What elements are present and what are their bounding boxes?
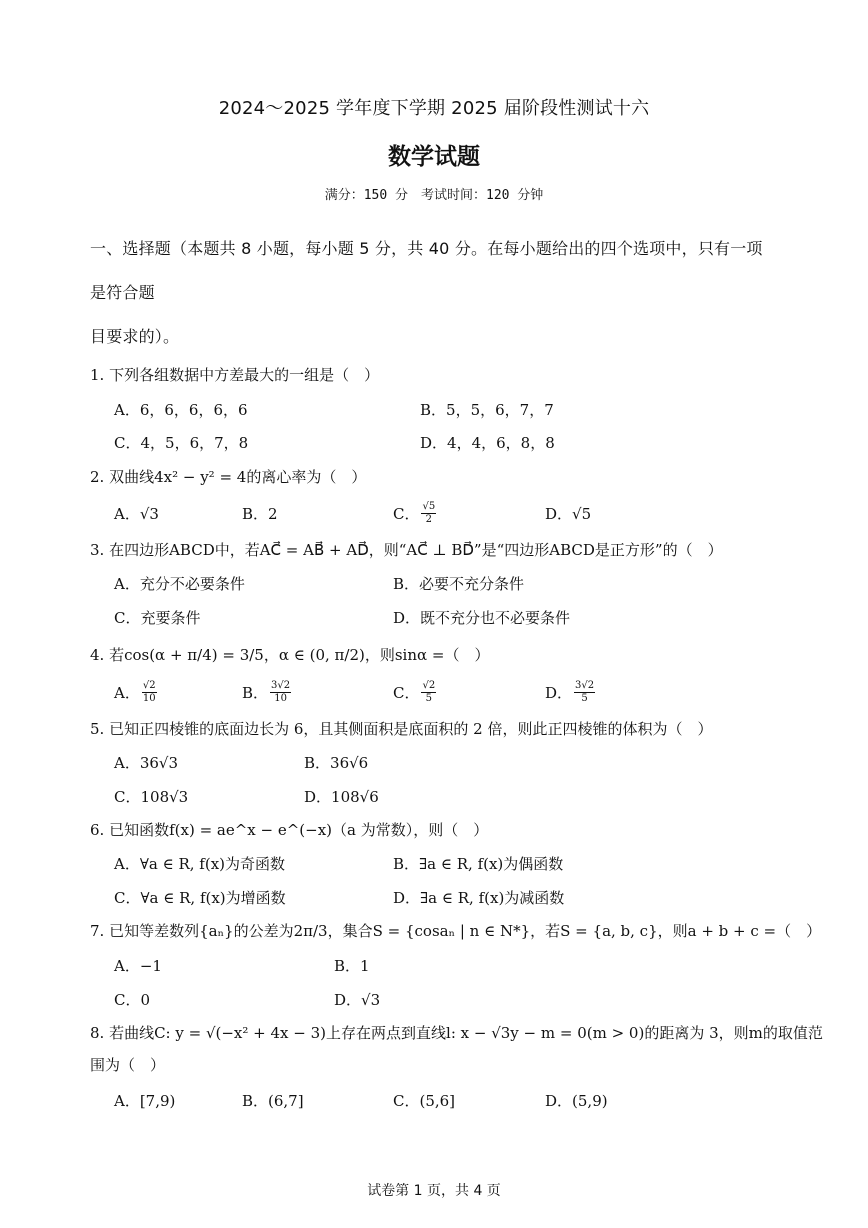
fraction-numerator: √2 bbox=[142, 679, 156, 691]
question-8-stem-line2: 围为（ ） bbox=[90, 1056, 166, 1074]
question-8-option-c[interactable]: C．(5,6] bbox=[393, 1092, 456, 1110]
question-6-option-a[interactable]: A．∀a ∈ R, f(x)为奇函数 bbox=[114, 854, 286, 873]
question-7 bbox=[90, 922, 822, 1009]
question-2-option-a[interactable]: A．√3 bbox=[114, 504, 159, 523]
question-6-stem: 6. 已知函数f(x) = ae^x − e^(−x)（a 为常数），则（ ） bbox=[90, 820, 489, 839]
question-8-option-a[interactable]: A．[7,9) bbox=[114, 1092, 176, 1110]
question-1-option-a[interactable]: A．6，6，6，6，6 bbox=[114, 401, 248, 419]
fraction-numerator: √5 bbox=[422, 500, 436, 512]
section-heading-line2: 目要求的）。 bbox=[90, 327, 180, 346]
question-4-option-a[interactable] bbox=[114, 681, 242, 704]
fraction bbox=[421, 502, 436, 525]
question-3-option-b[interactable]: B．必要不充分条件 bbox=[393, 575, 525, 593]
question-5-option-d[interactable]: D．108√6 bbox=[304, 788, 379, 806]
question-1-option-c[interactable]: C．4，5，6，7，8 bbox=[114, 434, 249, 452]
question-7-option-d[interactable]: D．√3 bbox=[334, 991, 381, 1009]
fraction bbox=[142, 681, 157, 704]
question-1-options bbox=[114, 401, 778, 452]
question-4-option-d[interactable] bbox=[545, 681, 597, 704]
question-5-option-a[interactable]: A．36√3 bbox=[114, 754, 179, 772]
fraction-numerator: 3√2 bbox=[271, 679, 291, 691]
question-5-option-b[interactable]: B．36√6 bbox=[304, 754, 369, 772]
question-8-stem-line1: 8. 若曲线C: y = √(−x² + 4x − 3)上存在两点到直线l: x − √3y − m = 0(m > 0)的距离为 3，则m的取值范 bbox=[90, 1023, 823, 1042]
question-6-option-c[interactable]: C．∀a ∈ R, f(x)为增函数 bbox=[114, 888, 286, 907]
question-7-option-a[interactable]: A．−1 bbox=[114, 957, 162, 975]
question-6-options bbox=[114, 854, 778, 906]
subject-title: 数学试题 bbox=[388, 144, 480, 170]
question-3-option-a[interactable]: A．充分不必要条件 bbox=[114, 575, 245, 593]
page-footer: 试卷第 1 页，共 4 页 bbox=[367, 1183, 501, 1199]
fraction bbox=[421, 681, 436, 704]
question-2-option-c[interactable] bbox=[393, 502, 545, 525]
question-2 bbox=[90, 469, 778, 527]
question-3-stem: 3. 在四边形ABCD中，若AC⃗ = AB⃗ + AD⃗，则“AC⃗ ⊥ BD⃗”是“四边形ABCD是正方形”的（ ） bbox=[90, 541, 723, 559]
question-1 bbox=[90, 367, 778, 452]
question-4-options bbox=[114, 678, 778, 706]
fraction-denominator: 5 bbox=[425, 692, 433, 704]
section-heading-line1: 一、选择题（本题共 8 小题，每小题 5 分，共 40 分。在每小题给出的四个选项中，只有一项是符合题 bbox=[90, 239, 763, 302]
fraction-numerator: 3√2 bbox=[575, 679, 595, 691]
question-2-option-c-label: C． bbox=[393, 504, 420, 523]
fraction bbox=[270, 681, 291, 704]
question-3 bbox=[90, 542, 778, 627]
question-2-option-b[interactable]: B．2 bbox=[242, 504, 278, 523]
question-4-option-c-label: C． bbox=[393, 683, 420, 702]
question-3-options bbox=[114, 575, 778, 627]
question-5-stem: 5. 已知正四棱锥的底面边长为 6，且其侧面积是底面积的 2 倍，则此正四棱锥的体积为（ ） bbox=[90, 720, 713, 738]
question-4-option-d-label: D． bbox=[545, 683, 573, 702]
question-2-option-d[interactable]: D．√5 bbox=[545, 504, 592, 523]
question-4-option-a-label: A． bbox=[114, 683, 140, 702]
exam-title: 2024～2025 学年度下学期 2025 届阶段性测试十六 bbox=[218, 98, 650, 119]
question-7-stem: 7. 已知等差数列{aₙ}的公差为2π/3，集合S = {cosaₙ | n ∈ N*}，若S = {a, b, c}，则a + b + c =（ ） bbox=[90, 922, 822, 940]
fraction-denominator: 10 bbox=[274, 692, 287, 704]
question-4-option-b-label: B． bbox=[242, 683, 269, 702]
question-8 bbox=[90, 1023, 823, 1110]
question-4-option-c[interactable] bbox=[393, 681, 545, 704]
fraction bbox=[574, 681, 595, 704]
question-5-option-c[interactable]: C．108√3 bbox=[114, 788, 189, 806]
question-8-option-b[interactable]: B．(6,7] bbox=[242, 1092, 304, 1110]
question-7-option-b[interactable]: B．1 bbox=[334, 957, 370, 975]
question-5 bbox=[90, 721, 778, 806]
question-1-option-b[interactable]: B．5，5，6，7，7 bbox=[420, 401, 554, 419]
fraction-denominator: 2 bbox=[425, 513, 433, 525]
question-1-option-d[interactable]: D．4，4，6，8，8 bbox=[420, 434, 555, 452]
question-4 bbox=[90, 647, 778, 707]
question-3-option-d[interactable]: D．既不充分也不必要条件 bbox=[393, 609, 571, 627]
question-6 bbox=[90, 822, 778, 907]
question-4-option-b[interactable] bbox=[242, 681, 393, 704]
fraction-denominator: 5 bbox=[581, 692, 588, 704]
question-1-stem: 1. 下列各组数据中方差最大的一组是（ ） bbox=[90, 366, 380, 384]
question-5-options bbox=[114, 754, 778, 806]
question-6-option-b[interactable]: B．∃a ∈ R, f(x)为偶函数 bbox=[393, 854, 564, 873]
question-7-option-c[interactable]: C．0 bbox=[114, 991, 151, 1009]
question-2-options bbox=[114, 500, 778, 526]
question-6-option-d[interactable]: D．∃a ∈ R, f(x)为减函数 bbox=[393, 888, 565, 907]
question-8-options bbox=[114, 1092, 778, 1110]
fraction-denominator: 10 bbox=[142, 692, 156, 704]
question-8-option-d[interactable]: D．(5,9) bbox=[545, 1092, 608, 1110]
question-3-option-c[interactable]: C．充要条件 bbox=[114, 609, 201, 627]
question-2-stem: 2. 双曲线4x² − y² = 4的离心率为（ ） bbox=[90, 467, 367, 486]
section-heading bbox=[90, 227, 778, 359]
question-4-stem: 4. 若cos(α + π/4) = 3/5，α ∈ (0, π/2)，则sinα =（ ） bbox=[90, 645, 490, 664]
question-7-options bbox=[114, 957, 778, 1009]
fraction-numerator: √2 bbox=[422, 679, 436, 691]
exam-meta: 满分：150 分 考试时间：120 分钟 bbox=[324, 188, 544, 203]
